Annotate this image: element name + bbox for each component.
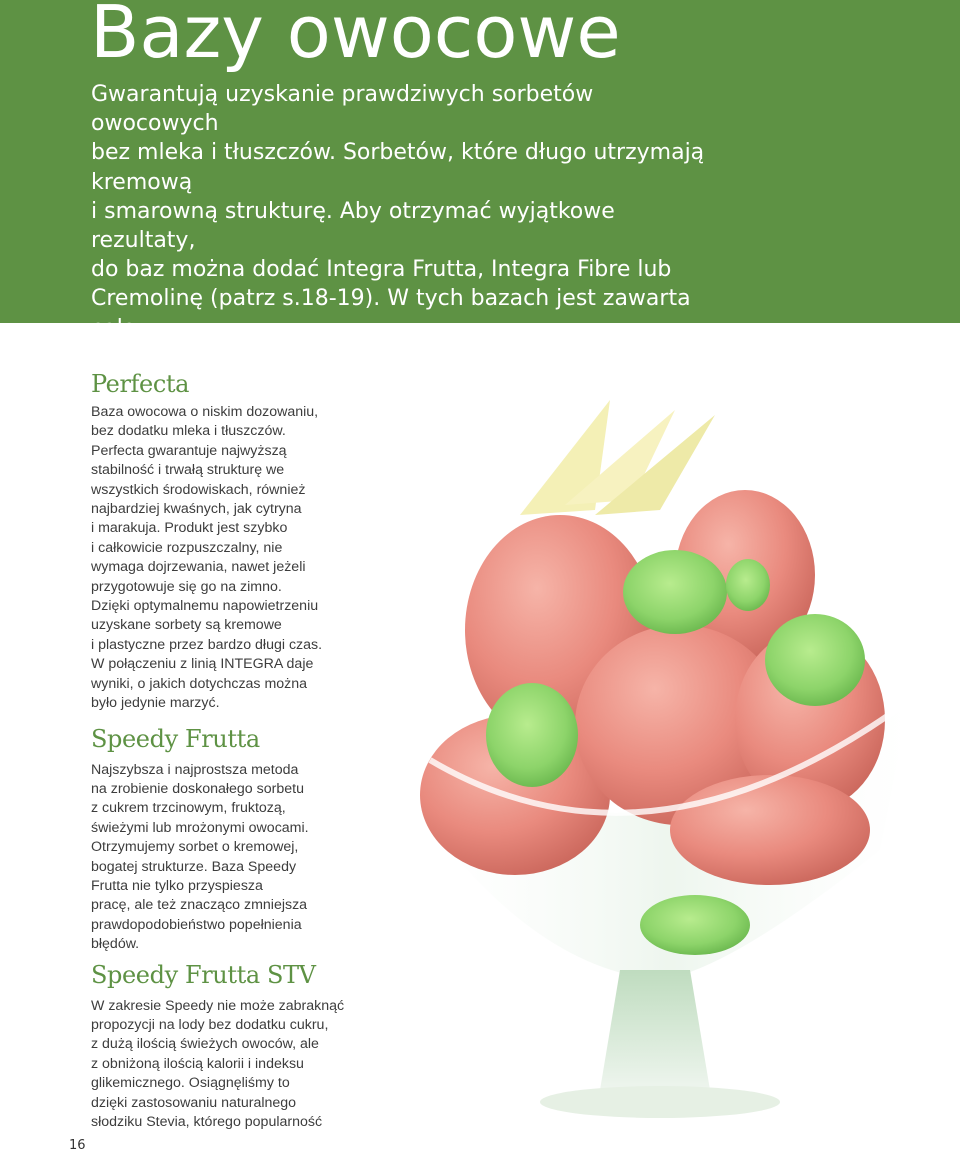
text-line: na zrobienie doskonałego sorbetu [91,780,304,797]
text-line: W zakresie Speedy nie może zabraknąć [91,997,345,1014]
intro-paragraph [91,80,711,372]
text-line: pracę, ale też znacząco zmniejsza [91,897,308,914]
text-line: z cukrem trzcinowym, fruktozą, [91,800,286,817]
page-number: 16 [69,1138,86,1153]
sorbet-scoop-shape [670,775,870,885]
green-apple-ball-shape [726,559,770,611]
header-banner [0,0,960,370]
text-line: wyniki, o jakich dotychczas można [91,675,308,692]
section-speedy-frutta [91,722,366,955]
text-line: najbardziej kwaśnych, jak cytryna [91,501,302,518]
section-heading: Speedy Frutta [91,724,260,753]
page-title: Bazy owocowe [90,0,621,74]
intro-line: do baz można dodać Integra Frutta, Integra Fibre lub [91,257,672,283]
text-line: stabilność i trwałą strukturę we [91,462,285,479]
intro-line: Cremolinę (patrz s.18-19). W tych bazach jest zawarta cała [91,286,691,341]
text-line: bez dodatku mleka i tłuszczów. [91,423,286,440]
intro-line: bez mleka i tłuszczów. Sorbetów, które długo utrzymają kremową [91,140,705,195]
text-line: z dużą ilością świeżych owoców, ale [91,1036,319,1053]
text-line: błędów. [91,936,140,953]
text-line: dzięki zastosowaniu naturalnego [91,1094,297,1111]
green-apple-ball-shape [486,683,578,787]
sorbet-cup-photo [370,330,930,1130]
text-line: wszystkich środowiskach, również [91,481,306,498]
glass-base-shape [540,1086,780,1118]
text-line: i plastyczne przez bardzo długi czas. [91,636,323,653]
text-line: Najszybsza i najprostsza metoda [91,761,299,778]
text-line: bogatej strukturze. Baza Speedy [91,858,297,875]
text-line: uzyskane sorbety są kremowe [91,617,282,634]
intro-line: wiedza i doświadczenie firmy Comprital. [91,344,535,370]
text-line: świeżymi lub mrożonymi owocami. [91,819,309,836]
text-line: prawdopodobieństwo popełnienia [91,916,302,933]
text-line: glikemicznego. Osiągnęliśmy to [91,1075,290,1092]
text-line: Baza owocowa o niskim dozowaniu, [91,404,319,420]
glass-stem-shape [600,970,710,1090]
section-perfecta [91,367,366,714]
text-line: i całkowicie rozpuszczalny, nie [91,539,283,556]
text-line: było jedynie marzyć. [91,695,220,712]
green-apple-ball-shape [623,550,727,634]
text-line: i marakuja. Produkt jest szybko [91,520,288,537]
intro-line: Gwarantują uzyskanie prawdziwych sorbetów owocowych [91,82,594,137]
text-line: Frutta nie tylko przyspiesza [91,877,263,894]
text-line: Dzięki optymalnemu napowietrzeniu [91,598,319,615]
text-line: słodziku Stevia, którego popularność [91,1114,323,1130]
text-line: z obniżoną ilością kalorii i indeksu [91,1055,304,1072]
intro-line: i smarowną strukturę. Aby otrzymać wyjątkowe rezultaty, [91,198,615,254]
text-line: propozycji na lody bez dodatku cukru, [91,1016,329,1033]
section-heading: Perfecta [91,370,190,398]
section-body [91,403,366,714]
text-line: wymaga dojrzewania, nawet jeżeli [91,559,306,576]
green-apple-ball-shape [640,895,750,955]
section-heading: Speedy Frutta STV [91,960,316,989]
section-body [91,761,366,955]
text-line: Otrzymujemy sorbet o kremowej, [91,839,299,856]
green-apple-ball-shape [765,614,865,706]
section-speedy-frutta-stv [91,958,366,1133]
text-line: W połączeniu z linią INTEGRA daje [91,656,314,673]
section-body [91,997,366,1133]
text-line: przygotowuje się go na zimno. [91,578,282,595]
product-descriptions [91,367,366,1132]
text-line: Perfecta gwarantuje najwyższą [91,442,287,459]
